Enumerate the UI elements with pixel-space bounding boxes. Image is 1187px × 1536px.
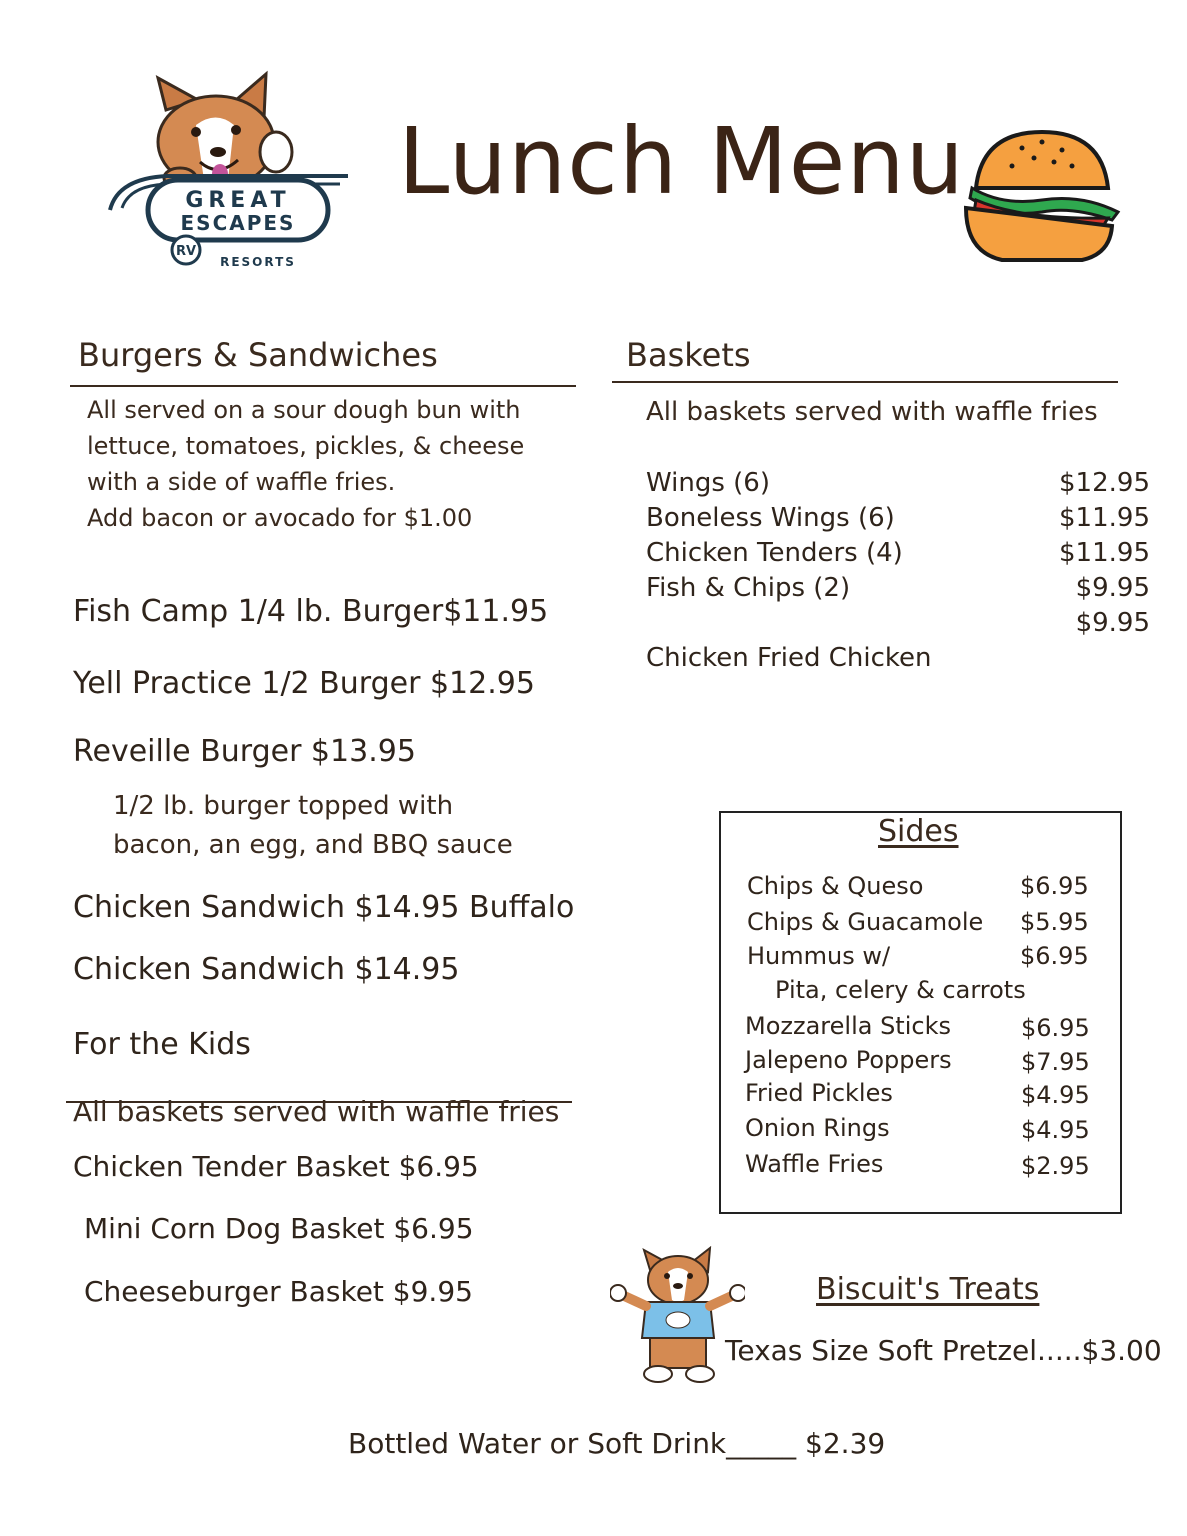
kids-heading: For the Kids [73, 1027, 251, 1062]
side-item-price: $4.95 [1021, 1116, 1090, 1144]
burgers-note-3: with a side of waffle fries. [87, 468, 396, 496]
treats-heading: Biscuit's Treats [816, 1272, 1040, 1307]
baskets-heading: Baskets [626, 336, 751, 374]
logo-line1: GREAT [185, 188, 291, 213]
burgers-rule [70, 385, 576, 387]
menu-item-yell-practice: Yell Practice 1/2 Burger $12.95 [73, 666, 535, 701]
logo-badge: RV [175, 244, 197, 259]
side-item-name: Fried Pickles [745, 1079, 893, 1107]
drinks-line: Bottled Water or Soft Drink_____ $2.39 [348, 1427, 886, 1460]
logo [108, 70, 368, 275]
side-item-price: $7.95 [1021, 1048, 1090, 1076]
side-item-name: Jalepeno Poppers [745, 1046, 952, 1074]
treats-item-pretzel: Texas Size Soft Pretzel.....$3.00 [725, 1334, 1162, 1367]
baskets-rule [612, 381, 1118, 383]
side-item-name: Waffle Fries [745, 1150, 884, 1178]
basket-item-price: $11.95 [1059, 503, 1150, 533]
baskets-note: All baskets served with waffle fries [646, 397, 1098, 427]
burgers-note-1: All served on a sour dough bun with [87, 396, 521, 424]
burger-illustration [962, 126, 1122, 268]
burgers-note-2: lettuce, tomatoes, pickles, & cheese [87, 432, 525, 460]
basket-item-name: Wings (6) [646, 468, 770, 498]
side-item-price: $6.95 [1020, 942, 1089, 970]
kids-note: All baskets served with waffle fries [73, 1095, 560, 1128]
reveille-desc-2: bacon, an egg, and BBQ sauce [113, 830, 513, 860]
kids-item-cheeseburger: Cheeseburger Basket $9.95 [84, 1275, 473, 1308]
burger-icon [962, 126, 1122, 268]
basket-item-name: Chicken Tenders (4) [646, 538, 903, 568]
logo-line2: ESCAPES [180, 211, 296, 235]
menu-item-reveille: Reveille Burger $13.95 [73, 734, 416, 769]
burgers-heading: Burgers & Sandwiches [78, 336, 438, 374]
side-item-name: Mozzarella Sticks [745, 1012, 951, 1040]
kids-item-tender: Chicken Tender Basket $6.95 [73, 1150, 479, 1183]
side-item-name: Chips & Guacamole [747, 908, 984, 936]
kids-item-corndog: Mini Corn Dog Basket $6.95 [84, 1212, 474, 1245]
menu-item-chicken-buffalo: Chicken Sandwich $14.95 Buffalo [73, 890, 575, 925]
logo-line3: RESORTS [220, 255, 296, 269]
side-item-name: Hummus w/ [747, 942, 891, 970]
side-item-price: $4.95 [1021, 1081, 1090, 1109]
reveille-desc-1: 1/2 lb. burger topped with [113, 791, 454, 821]
sides-heading: Sides [878, 814, 959, 849]
side-item-price: $2.95 [1021, 1152, 1090, 1180]
side-item-name: Onion Rings [745, 1114, 890, 1142]
basket-item-price: $12.95 [1059, 468, 1150, 498]
menu-item-fish-camp: Fish Camp 1/4 lb. Burger$11.95 [73, 594, 549, 629]
page-title: Lunch Menu [398, 108, 965, 215]
basket-item-chicken-fried: Chicken Fried Chicken [646, 643, 932, 673]
basket-item-price: $11.95 [1059, 538, 1150, 568]
basket-item-price: $9.95 [1075, 573, 1150, 603]
side-item-price: $6.95 [1021, 1014, 1090, 1042]
side-item-name: Chips & Queso [747, 872, 924, 900]
corgi-logo-icon [108, 70, 368, 275]
basket-item-name: Boneless Wings (6) [646, 503, 895, 533]
side-item-price: $5.95 [1020, 908, 1089, 936]
side-item-name: Pita, celery & carrots [775, 976, 1026, 1004]
basket-item-price: $9.95 [1075, 608, 1150, 638]
burgers-note-4: Add bacon or avocado for $1.00 [87, 504, 473, 532]
basket-item-name: Fish & Chips (2) [646, 573, 851, 603]
menu-item-chicken-sandwich: Chicken Sandwich $14.95 [73, 952, 460, 987]
side-item-price: $6.95 [1020, 872, 1089, 900]
